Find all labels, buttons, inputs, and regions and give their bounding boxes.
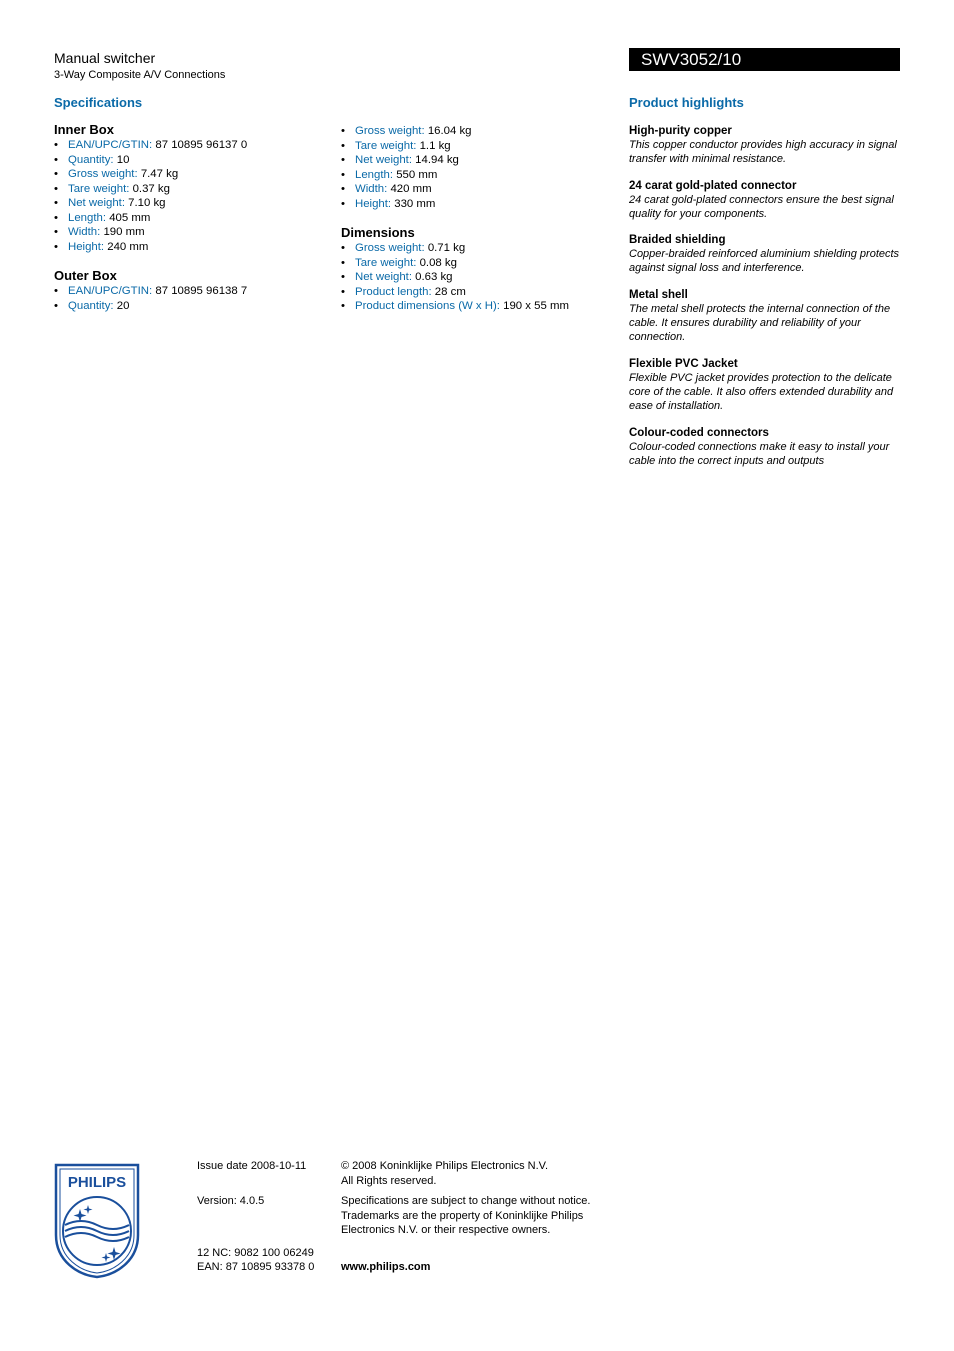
specifications-heading: Specifications [54, 95, 143, 110]
highlight-item [629, 179, 901, 222]
dimensions-title: Dimensions [341, 225, 415, 240]
highlight-text: The metal shell protects the internal connection of the cable. It ensures durability and reliability of your connection. [629, 302, 891, 344]
inner-box-list [54, 138, 334, 254]
version: Version: 4.0.5 [197, 1195, 265, 1207]
highlight-title: Braided shielding [629, 234, 726, 247]
inner-box-group [54, 122, 334, 254]
spec-item: • Gross weight: 7.47 kg [54, 168, 179, 180]
spec-item: • Net weight: 0.63 kg [341, 271, 453, 283]
nc-number: 12 NC: 9082 100 06249 [197, 1247, 314, 1259]
spec-item: • Net weight: 14.94 kg [341, 154, 459, 166]
outer-box-list [54, 284, 334, 313]
highlight-title: Flexible PVC Jacket [629, 357, 738, 370]
website-link[interactable]: www.philips.com [341, 1261, 431, 1273]
highlight-item [629, 233, 901, 276]
notice-line-2: Trademarks are the property of Koninklijke Philips [341, 1210, 584, 1222]
highlight-title: 24 carat gold-plated connector [629, 179, 797, 192]
model-number: SWV3052/10 [641, 50, 742, 69]
highlight-title: Colour-coded connectors [629, 426, 769, 439]
ean-number: EAN: 87 10895 93378 0 [197, 1261, 315, 1273]
outer-box-title: Outer Box [54, 268, 117, 283]
spec-item: • Length: 405 mm [54, 211, 151, 224]
spec-item: • Quantity: 20 [54, 299, 130, 312]
spec-item: • Gross weight: 16.04 kg [341, 125, 472, 137]
inner-box-title: Inner Box [54, 122, 114, 137]
spec-item: • Tare weight: 0.37 kg [54, 182, 170, 195]
spec-item: • Tare weight: 0.08 kg [341, 256, 457, 269]
highlight-text: Flexible PVC jacket provides protection to the delicate core of the cable. It also offers extended durability and ease of installation. [629, 371, 894, 413]
spec-item: • Tare weight: 1.1 kg [341, 139, 451, 152]
spec-item: • Length: 550 mm [341, 168, 438, 181]
spec-column-middle [341, 122, 611, 328]
highlight-text: This copper conductor provides high accuracy in signal transfer with minimal resistance. [629, 139, 897, 166]
outer-box-list-continued [341, 124, 611, 211]
notice-line-1: Specifications are subject to change without notice. [341, 1195, 591, 1207]
highlight-item [629, 124, 901, 167]
spec-item: • EAN/UPC/GTIN: 87 10895 96137 0 [54, 139, 248, 151]
notice-line-3: Electronics N.V. or their respective owners. [341, 1224, 551, 1236]
dimensions-list [341, 241, 611, 314]
spec-item: • EAN/UPC/GTIN: 87 10895 96138 7 [54, 285, 248, 297]
highlight-title: Metal shell [629, 288, 688, 301]
philips-logo [54, 1163, 140, 1279]
outer-box-group [54, 268, 334, 313]
spec-item: • Net weight: 7.10 kg [54, 197, 166, 209]
spec-item: • Product length: 28 cm [341, 285, 466, 298]
philips-shield-icon [54, 1163, 140, 1279]
spec-item: • Gross weight: 0.71 kg [341, 242, 466, 254]
product-title: Manual switcher [54, 50, 156, 66]
dimensions-group [341, 225, 611, 314]
model-number-banner [629, 48, 900, 71]
highlight-text: Copper-braided reinforced aluminium shielding protects against signal loss and interference. [629, 248, 900, 275]
outer-box-continued [341, 124, 611, 211]
logo-wordmark: PHILIPS [67, 1174, 127, 1191]
highlight-item [629, 357, 901, 414]
spec-item: • Height: 240 mm [54, 240, 149, 253]
spec-item: • Height: 330 mm [341, 197, 436, 210]
spec-item: • Width: 420 mm [341, 183, 432, 195]
highlight-text: 24 carat gold-plated connectors ensure the best signal quality for your components. [629, 193, 894, 220]
spec-column-left [54, 122, 334, 327]
highlights-column [629, 124, 901, 480]
highlight-title: High-purity copper [629, 125, 732, 137]
spec-item: • Quantity: 10 [54, 153, 130, 166]
spec-item: • Width: 190 mm [54, 226, 145, 238]
copyright-line-2: All Rights reserved. [341, 1175, 437, 1187]
highlight-text: Colour-coded connections make it easy to install your cable into the correct inputs and outputs [629, 440, 890, 467]
highlights-heading: Product highlights [629, 95, 744, 110]
highlight-item [629, 288, 901, 345]
highlight-item [629, 426, 901, 469]
product-subtitle: 3-Way Composite A/V Connections [54, 69, 226, 81]
spec-item: • Product dimensions (W x H): 190 x 55 mm [341, 300, 569, 312]
issue-date: Issue date 2008-10-11 [197, 1160, 307, 1172]
copyright-line-1: © 2008 Koninklijke Philips Electronics N.V. [341, 1160, 549, 1172]
